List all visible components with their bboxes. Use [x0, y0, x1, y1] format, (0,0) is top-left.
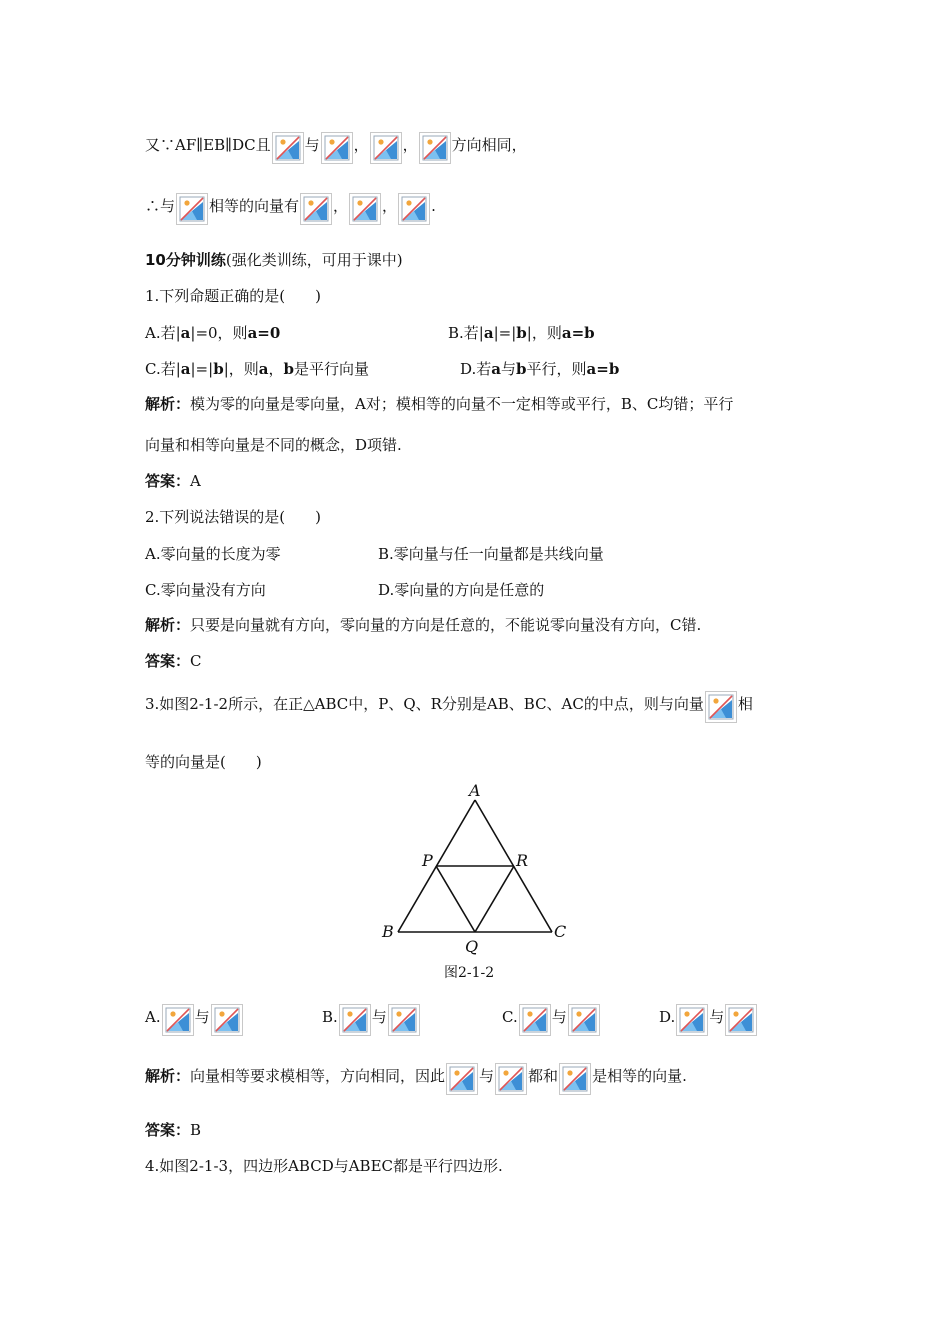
broken-image-icon	[568, 1004, 600, 1036]
section-title: 10分钟训练	[145, 251, 226, 269]
q2-stem: 2.下列说法错误的是( )	[145, 508, 322, 526]
vertex-label-r: R	[516, 851, 529, 870]
line-equal-vectors: ∴与 相等的向量有 ， ， .	[145, 193, 436, 225]
broken-image-icon	[272, 132, 304, 164]
q3-option-b: B. 与	[322, 1004, 421, 1036]
broken-image-icon	[162, 1004, 194, 1036]
q2-answer: 答案：C	[145, 652, 202, 670]
section-heading	[145, 250, 403, 270]
broken-image-icon	[300, 193, 332, 225]
broken-image-icon	[211, 1004, 243, 1036]
q1-analysis: 解析：模为零的向量是零向量，A对；模相等的向量不一定相等或平行，B、C均错；平行	[145, 395, 734, 413]
broken-image-icon	[559, 1063, 591, 1095]
broken-image-icon	[388, 1004, 420, 1036]
q2-option-b: B.零向量与任一向量都是共线向量	[378, 545, 604, 563]
vertex-label-a: A	[469, 781, 481, 800]
broken-image-icon	[398, 193, 430, 225]
broken-image-icon	[725, 1004, 757, 1036]
q3-stem: 3.如图2-1-2所示，在正△ABC中，P、Q、R分别是AB、BC、AC的中点，则与向量 相	[145, 691, 753, 723]
vertex-label-c: C	[554, 922, 567, 941]
q3-option-a: A. 与	[145, 1004, 244, 1036]
q3-stem-cont: 等的向量是( )	[145, 753, 262, 771]
figure-caption: 图2-1-2	[444, 965, 495, 981]
broken-image-icon	[176, 193, 208, 225]
broken-image-icon	[495, 1063, 527, 1095]
broken-image-icon	[370, 132, 402, 164]
q1-option-a: A.若|a|=0，则a=0	[145, 324, 281, 342]
q3-answer: 答案：B	[145, 1121, 202, 1139]
q1-answer: 答案：A	[145, 472, 201, 490]
broken-image-icon	[419, 132, 451, 164]
broken-image-icon	[705, 691, 737, 723]
q1-stem: 1.下列命题正确的是( )	[145, 287, 322, 305]
broken-image-icon	[446, 1063, 478, 1095]
q4-stem: 4.如图2-1-3，四边形ABCD与ABEC都是平行四边形.	[145, 1157, 503, 1175]
vertex-label-p: P	[422, 851, 433, 870]
triangle-figure	[380, 780, 570, 960]
q2-option-c: C.零向量没有方向	[145, 581, 266, 599]
q2-option-d: D.零向量的方向是任意的	[378, 581, 545, 599]
broken-image-icon	[676, 1004, 708, 1036]
q2-option-a: A.零向量的长度为零	[145, 545, 281, 563]
q2-analysis: 解析：只要是向量就有方向，零向量的方向是任意的，不能说零向量没有方向，C错.	[145, 616, 702, 634]
vertex-label-q: Q	[465, 937, 479, 956]
q3-option-d: D. 与	[659, 1004, 758, 1036]
q1-option-c: C.若|a|=|b|，则a，b是平行向量	[145, 360, 370, 378]
broken-image-icon	[519, 1004, 551, 1036]
q1-analysis-cont: 向量和相等向量是不同的概念，D项错.	[145, 436, 402, 454]
q1-option-d: D.若a与b平行，则a=b	[460, 360, 620, 378]
broken-image-icon	[339, 1004, 371, 1036]
broken-image-icon	[349, 193, 381, 225]
broken-image-icon	[321, 132, 353, 164]
section-subtitle: (强化类训练，可用于课中)	[225, 251, 403, 269]
q3-analysis: 解析：向量相等要求模相等，方向相同，因此 与 都和 是相等的向量.	[145, 1063, 687, 1095]
q3-option-c: C. 与	[502, 1004, 601, 1036]
line-parallel: 又∵AF∥EB∥DC且 与 ， ， 方向相同，	[145, 132, 527, 164]
vertex-label-b: B	[382, 922, 394, 941]
q1-option-b: B.若|a|=|b|，则a=b	[448, 324, 595, 342]
